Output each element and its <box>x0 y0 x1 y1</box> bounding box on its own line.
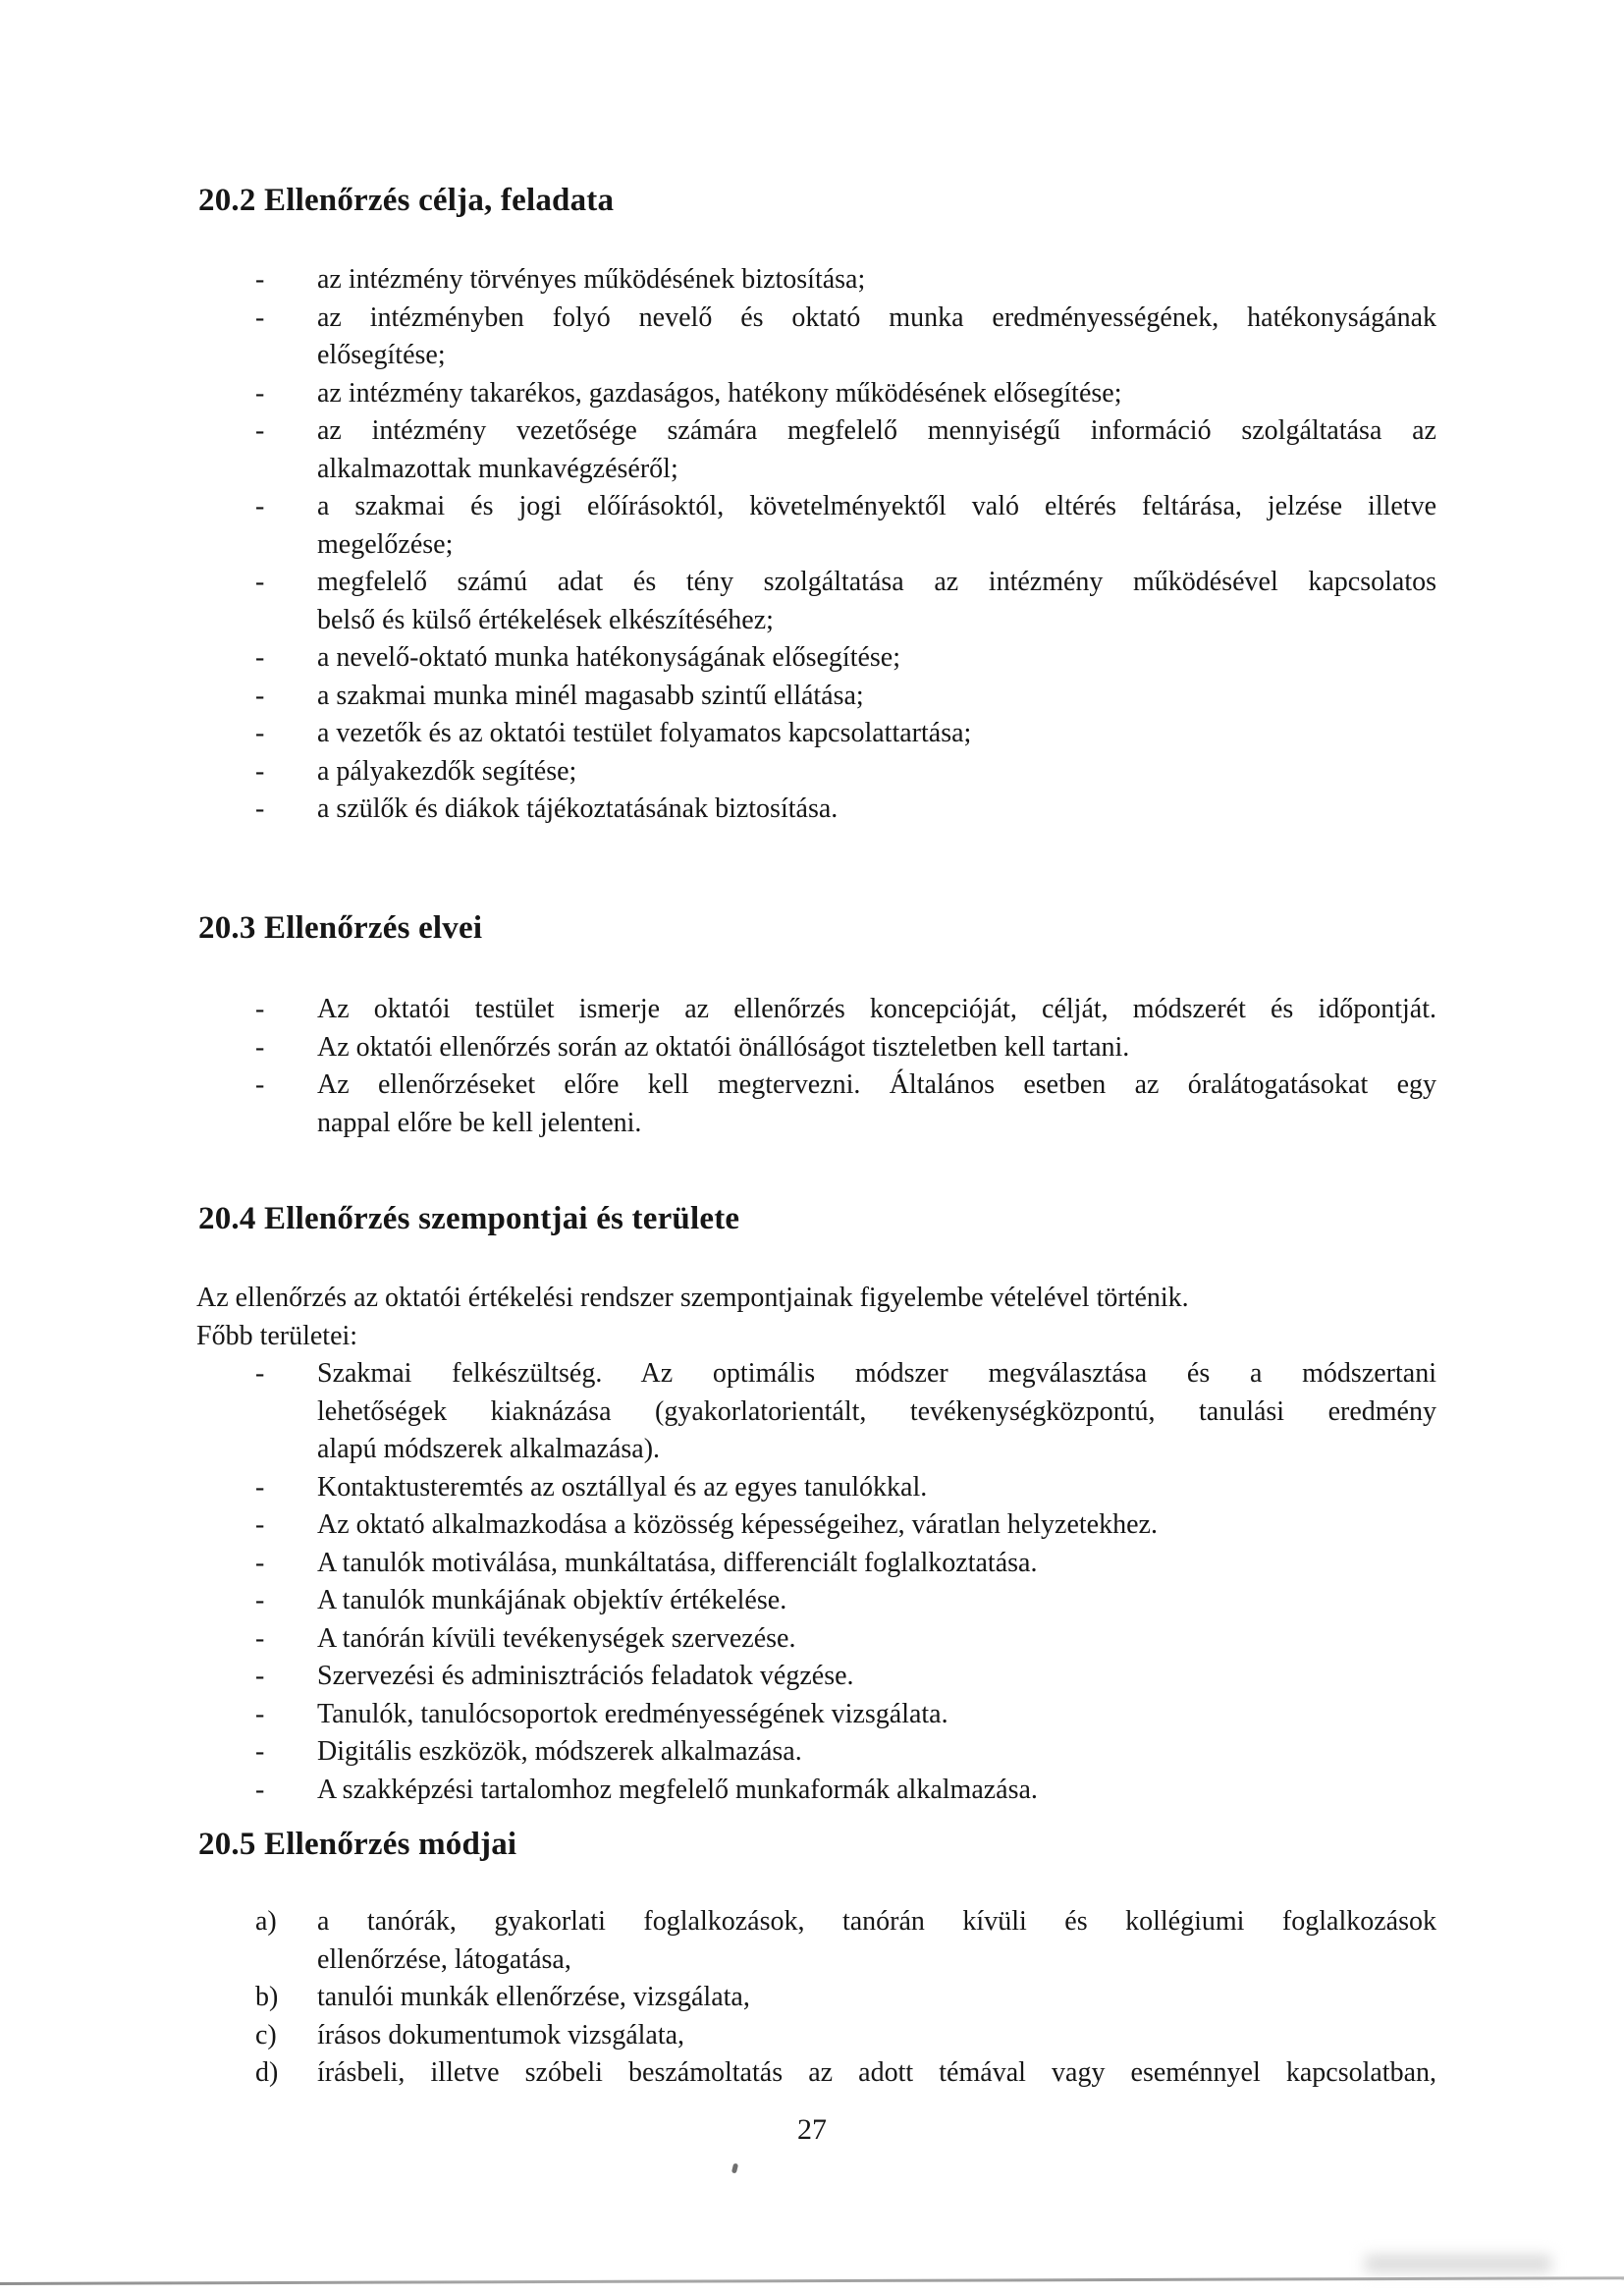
item-line: a szakmai és jogi előírásoktól, követelményektől való eltérés feltárása, jelzése illetve <box>317 491 1436 521</box>
section-heading-20-3: 20.3 Ellenőrzés elvei <box>198 910 483 946</box>
item-line: írásbeli, illetve szóbeli beszámoltatás az adott témával vagy eseménnyel kapcsolatban, <box>317 2057 1436 2088</box>
item-marker: - <box>255 793 265 824</box>
item-line: a pályakezdők segítése; <box>317 755 577 787</box>
item-body <box>196 488 1436 564</box>
item-body <box>196 375 1436 413</box>
list-item <box>196 488 1436 564</box>
list-item <box>196 1545 1436 1583</box>
item-line: Tanulók, tanulócsoportok eredményességének vizsgálata. <box>317 1698 948 1729</box>
item-body <box>196 1979 1436 2017</box>
item-line: belső és külső értékelések elkészítéséhez; <box>317 604 774 635</box>
item-marker: - <box>255 415 265 446</box>
item-marker: - <box>255 491 265 521</box>
item-line: lehetőségek kiaknázása (gyakorlatorientált, tevékenységközpontú, tanulási eredmény <box>317 1395 1436 1427</box>
item-marker: - <box>255 994 265 1024</box>
list-item <box>196 1469 1436 1507</box>
item-marker: - <box>255 1509 265 1540</box>
item-body <box>196 1658 1436 1696</box>
item-body <box>196 1903 1436 1979</box>
item-marker: b) <box>255 1982 279 2012</box>
item-marker: - <box>255 680 265 711</box>
item-marker: - <box>255 1031 265 1063</box>
item-body <box>196 300 1436 375</box>
intro-paragraph-20-4 <box>196 1280 1436 1355</box>
item-line: a szakmai munka minél magasabb szintű ellátása; <box>317 680 864 711</box>
item-body <box>196 1696 1436 1734</box>
list-item <box>196 412 1436 488</box>
item-line: alapú módszerek alkalmazása). <box>317 1434 661 1464</box>
item-line: a vezetők és az oktatói testület folyamatos kapcsolattartása; <box>317 718 972 748</box>
list-item <box>196 678 1436 716</box>
scan-smudge-artifact <box>1365 2255 1551 2272</box>
item-marker: - <box>255 1069 265 1100</box>
item-line: nappal előre be kell jelenteni. <box>317 1107 642 1138</box>
item-marker: - <box>255 718 265 748</box>
item-body <box>196 1582 1436 1620</box>
bullet-list-20-3 <box>196 991 1436 1142</box>
item-line: az intézmény vezetősége számára megfelelő mennyiségű információ szolgáltatása az <box>317 415 1436 446</box>
list-item <box>196 1582 1436 1620</box>
paragraph-line-group <box>196 1280 1436 1318</box>
item-body <box>196 991 1436 1029</box>
list-item <box>196 715 1436 753</box>
item-marker: - <box>255 1471 265 1503</box>
item-body <box>196 1772 1436 1810</box>
list-item <box>196 2017 1436 2055</box>
item-marker: - <box>255 1358 265 1389</box>
item-line: Az oktatói ellenőrzés során az oktatói önállóságot tiszteletben kell tartani. <box>317 1031 1130 1063</box>
item-body <box>196 412 1436 488</box>
item-line: elősegítése; <box>317 340 446 370</box>
item-body <box>196 1545 1436 1583</box>
list-item <box>196 375 1436 413</box>
list-item <box>196 791 1436 829</box>
item-body <box>196 639 1436 678</box>
item-line: Digitális eszközök, módszerek alkalmazása. <box>317 1736 802 1767</box>
item-marker: - <box>255 1698 265 1729</box>
item-marker: a) <box>255 1906 277 1937</box>
item-marker: - <box>255 1585 265 1615</box>
item-marker: d) <box>255 2057 279 2088</box>
lettered-list-20-5 <box>196 1903 1436 2093</box>
item-marker: - <box>255 642 265 673</box>
item-line: A tanórán kívüli tevékenységek szervezése. <box>317 1622 796 1654</box>
list-item <box>196 1506 1436 1545</box>
section-heading-20-4: 20.4 Ellenőrzés szempontjai és területe <box>198 1201 740 1236</box>
item-line: alkalmazottak munkavégzéséről; <box>317 453 678 484</box>
ink-speck-artifact <box>731 2163 738 2174</box>
list-item <box>196 1903 1436 1979</box>
item-marker: - <box>255 755 265 787</box>
item-body <box>196 791 1436 829</box>
item-line: Az ellenőrzés az oktatói értékelési rendszer szempontjainak figyelembe vételével történik. <box>196 1283 1189 1313</box>
item-line: Kontaktusteremtés az osztállyal és az egyes tanulókkal. <box>317 1471 928 1503</box>
item-line: A tanulók motiválása, munkáltatása, differenciált foglalkoztatása. <box>317 1547 1038 1578</box>
item-body <box>196 1355 1436 1469</box>
item-line: írásos dokumentumok vizsgálata, <box>317 2019 685 2050</box>
item-line: Főbb területei: <box>196 1320 358 1351</box>
item-body <box>196 1280 1436 1318</box>
paragraph-line-group <box>196 1318 1436 1356</box>
list-item <box>196 1066 1436 1142</box>
item-line: Az oktatói testület ismerje az ellenőrzés koncepcióját, célját, módszerét és időpontját. <box>317 994 1436 1024</box>
list-item <box>196 261 1436 300</box>
item-body <box>196 753 1436 792</box>
item-marker: - <box>255 264 265 295</box>
item-marker: - <box>255 1736 265 1767</box>
page-number: 27 <box>797 2113 827 2146</box>
item-body <box>196 2017 1436 2055</box>
list-item <box>196 1658 1436 1696</box>
item-line: Szakmai felkészültség. Az optimális módszer megválasztása és a módszertani <box>317 1358 1436 1389</box>
list-item <box>196 753 1436 792</box>
item-marker: - <box>255 567 265 597</box>
list-item <box>196 2054 1436 2093</box>
item-body <box>196 1029 1436 1067</box>
item-marker: - <box>255 1774 265 1805</box>
list-item <box>196 639 1436 678</box>
item-marker: - <box>255 301 265 333</box>
item-line: az intézmény takarékos, gazdaságos, hatékony működésének elősegítése; <box>317 377 1122 409</box>
item-line: A szakképzési tartalomhoz megfelelő munkaformák alkalmazása. <box>317 1774 1038 1805</box>
item-body <box>196 1506 1436 1545</box>
section-heading-20-2: 20.2 Ellenőrzés célja, feladata <box>198 183 615 218</box>
item-marker: - <box>255 1661 265 1691</box>
item-line: a tanórák, gyakorlati foglalkozások, tanórán kívüli és kollégiumi foglalkozások <box>317 1906 1436 1937</box>
list-item <box>196 1979 1436 2017</box>
list-item <box>196 1620 1436 1659</box>
list-item <box>196 1355 1436 1469</box>
list-item <box>196 564 1436 639</box>
item-line: Az ellenőrzéseket előre kell megtervezni. Általános esetben az óralátogatásokat egy <box>317 1069 1436 1100</box>
list-item <box>196 991 1436 1029</box>
item-marker: - <box>255 1622 265 1654</box>
item-body <box>196 1066 1436 1142</box>
item-line: tanulói munkák ellenőrzése, vizsgálata, <box>317 1982 750 2012</box>
item-body <box>196 1318 1436 1356</box>
bullet-list-20-2 <box>196 261 1436 829</box>
item-marker: c) <box>255 2019 277 2050</box>
list-item <box>196 1772 1436 1810</box>
item-line: ellenőrzése, látogatása, <box>317 1943 571 1975</box>
bullet-list-20-4 <box>196 1355 1436 1809</box>
list-item <box>196 1029 1436 1067</box>
list-item <box>196 1696 1436 1734</box>
item-body <box>196 1733 1436 1772</box>
list-item <box>196 1733 1436 1772</box>
item-line: a nevelő-oktató munka hatékonyságának elősegítése; <box>317 642 901 673</box>
item-body <box>196 678 1436 716</box>
item-line: Az oktató alkalmazkodása a közösség képességeihez, váratlan helyzetekhez. <box>317 1509 1158 1540</box>
item-marker: - <box>255 377 265 409</box>
item-line: az intézményben folyó nevelő és oktató munka eredményességének, hatékonyságának <box>317 301 1436 333</box>
list-item <box>196 300 1436 375</box>
item-body <box>196 1469 1436 1507</box>
item-body <box>196 1620 1436 1659</box>
scan-line-artifact <box>0 2276 1624 2285</box>
item-line: Szervezési és adminisztrációs feladatok végzése. <box>317 1661 854 1691</box>
item-marker: - <box>255 1547 265 1578</box>
item-line: megfelelő számú adat és tény szolgáltatása az intézmény működésével kapcsolatos <box>317 567 1436 597</box>
item-line: A tanulók munkájának objektív értékelése. <box>317 1585 787 1615</box>
item-line: a szülők és diákok tájékoztatásának biztosítása. <box>317 793 839 824</box>
item-body <box>196 261 1436 300</box>
item-body <box>196 564 1436 639</box>
item-line: megelőzése; <box>317 528 454 560</box>
section-heading-20-5: 20.5 Ellenőrzés módjai <box>198 1827 517 1862</box>
item-body <box>196 2054 1436 2093</box>
item-line: az intézmény törvényes működésének biztosítása; <box>317 264 866 295</box>
item-body <box>196 715 1436 753</box>
